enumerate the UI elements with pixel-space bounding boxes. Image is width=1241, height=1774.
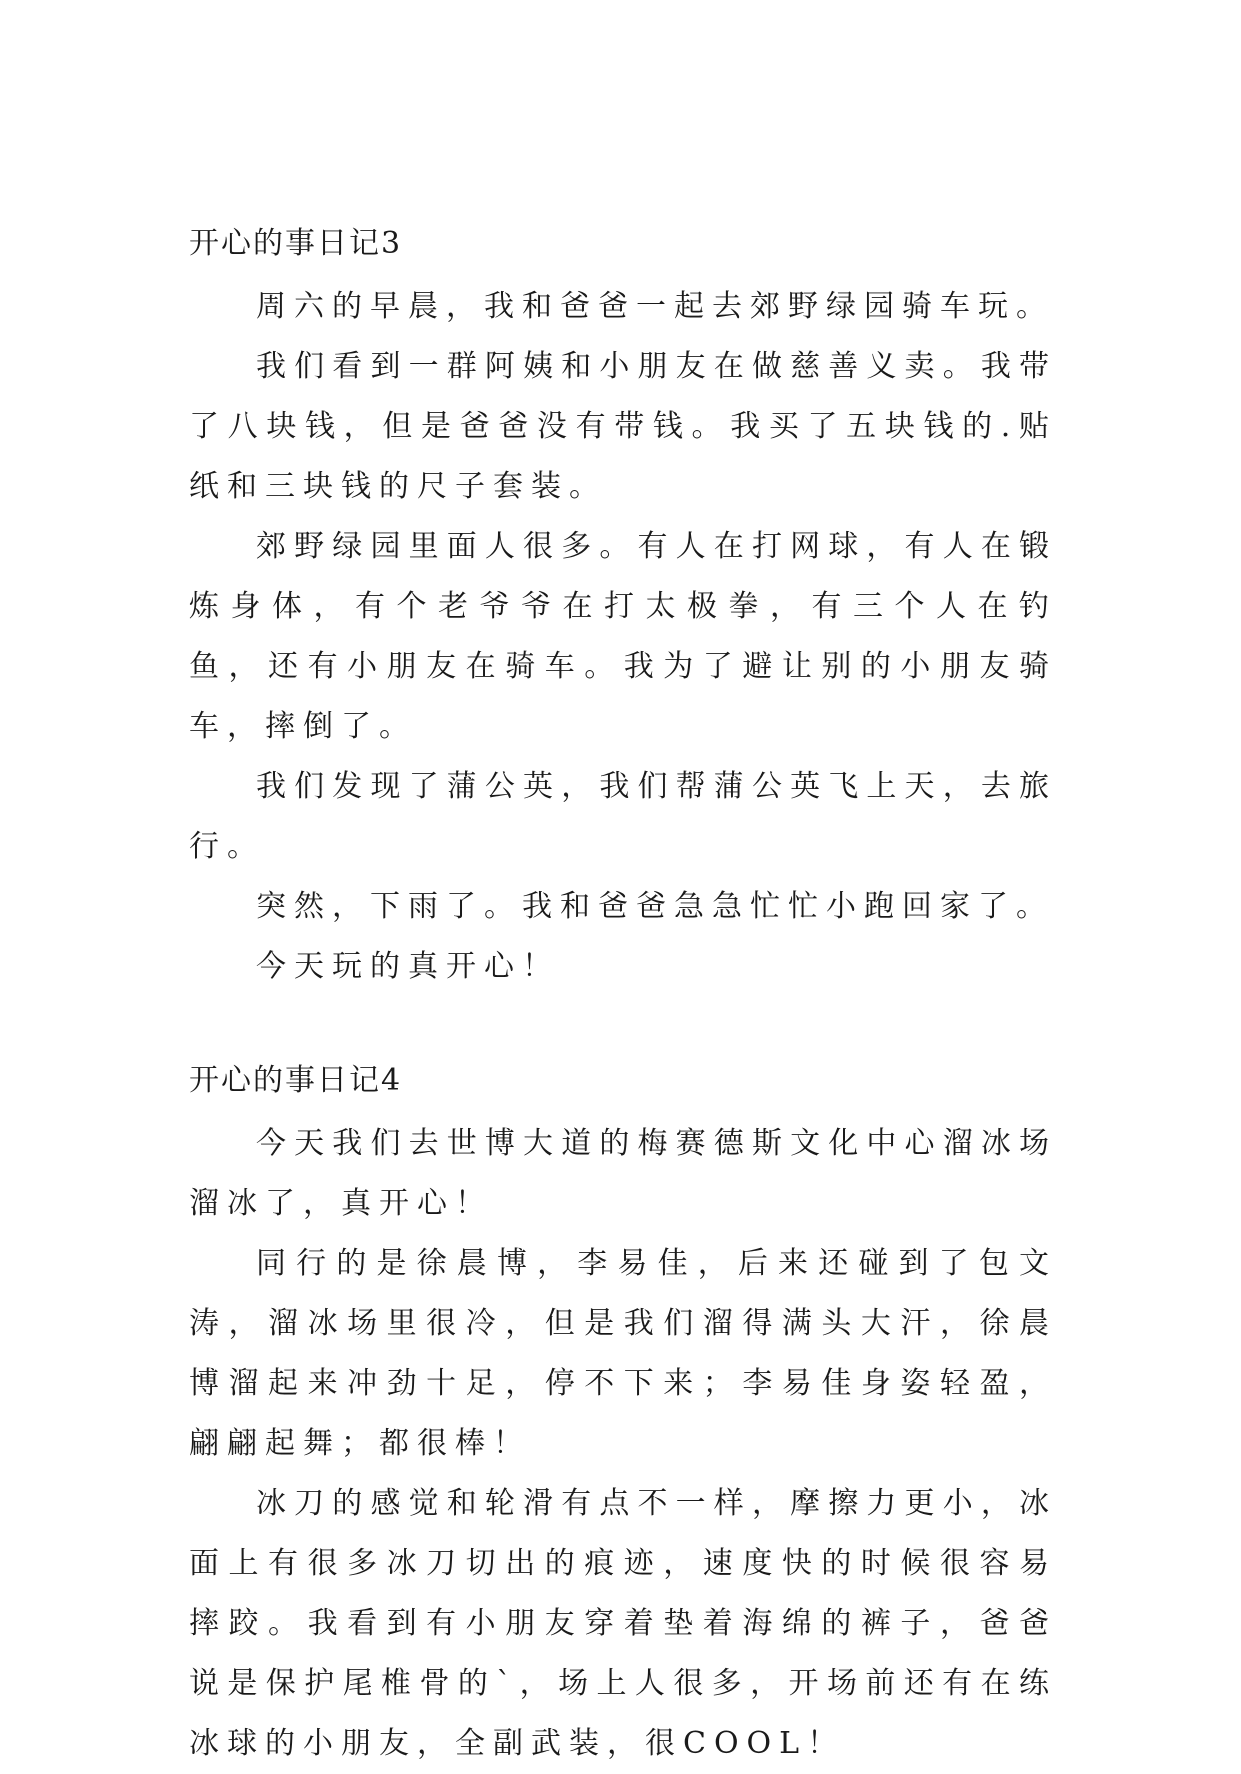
entry-title: 开心的事日记4 <box>189 1063 403 1098</box>
document-page <box>189 222 1057 1774</box>
paragraph: 突然，下雨了。我和爸爸急急忙忙小跑回家了。 <box>256 889 1054 924</box>
entry-spacer <box>189 997 1057 1059</box>
paragraph: 我们发现了蒲公英，我们帮蒲公英飞上天，去旅行。 <box>189 769 1057 864</box>
paragraph: 冰刀的感觉和轮滑有点不一样，摩擦力更小，冰面上有很多冰刀切出的痕迹，速度快的时候很容易摔跤。我看到有小朋友穿着垫着海绵的裤子，爸爸说是保护尾椎骨的`，场上人很多，开场前还有在练冰球的小朋友，全副武装，很COOL！ <box>189 1486 1057 1761</box>
diary-entry-3 <box>189 222 1057 997</box>
paragraph: 今天我们去世博大道的梅赛德斯文化中心溜冰场溜冰了，真开心！ <box>189 1126 1057 1221</box>
paragraph: 郊野绿园里面人很多。有人在打网球，有人在锻炼身体，有个老爷爷在打太极拳，有三个人在钓鱼，还有小朋友在骑车。我为了避让别的小朋友骑车，摔倒了。 <box>189 529 1057 744</box>
paragraph: 周六的早晨，我和爸爸一起去郊野绿园骑车玩。 <box>256 289 1054 324</box>
entry-title: 开心的事日记3 <box>189 226 403 261</box>
paragraph: 我们看到一群阿姨和小朋友在做慈善义卖。我带了八块钱，但是爸爸没有带钱。我买了五块钱的.贴纸和三块钱的尺子套装。 <box>189 349 1057 504</box>
diary-entry-4 <box>189 1059 1057 1774</box>
paragraph: 今天玩的真开心！ <box>256 949 560 984</box>
paragraph: 同行的是徐晨博，李易佳，后来还碰到了包文涛，溜冰场里很冷，但是我们溜得满头大汗，徐晨博溜起来冲劲十足，停不下来；李易佳身姿轻盈，翩翩起舞；都很棒！ <box>189 1246 1057 1461</box>
